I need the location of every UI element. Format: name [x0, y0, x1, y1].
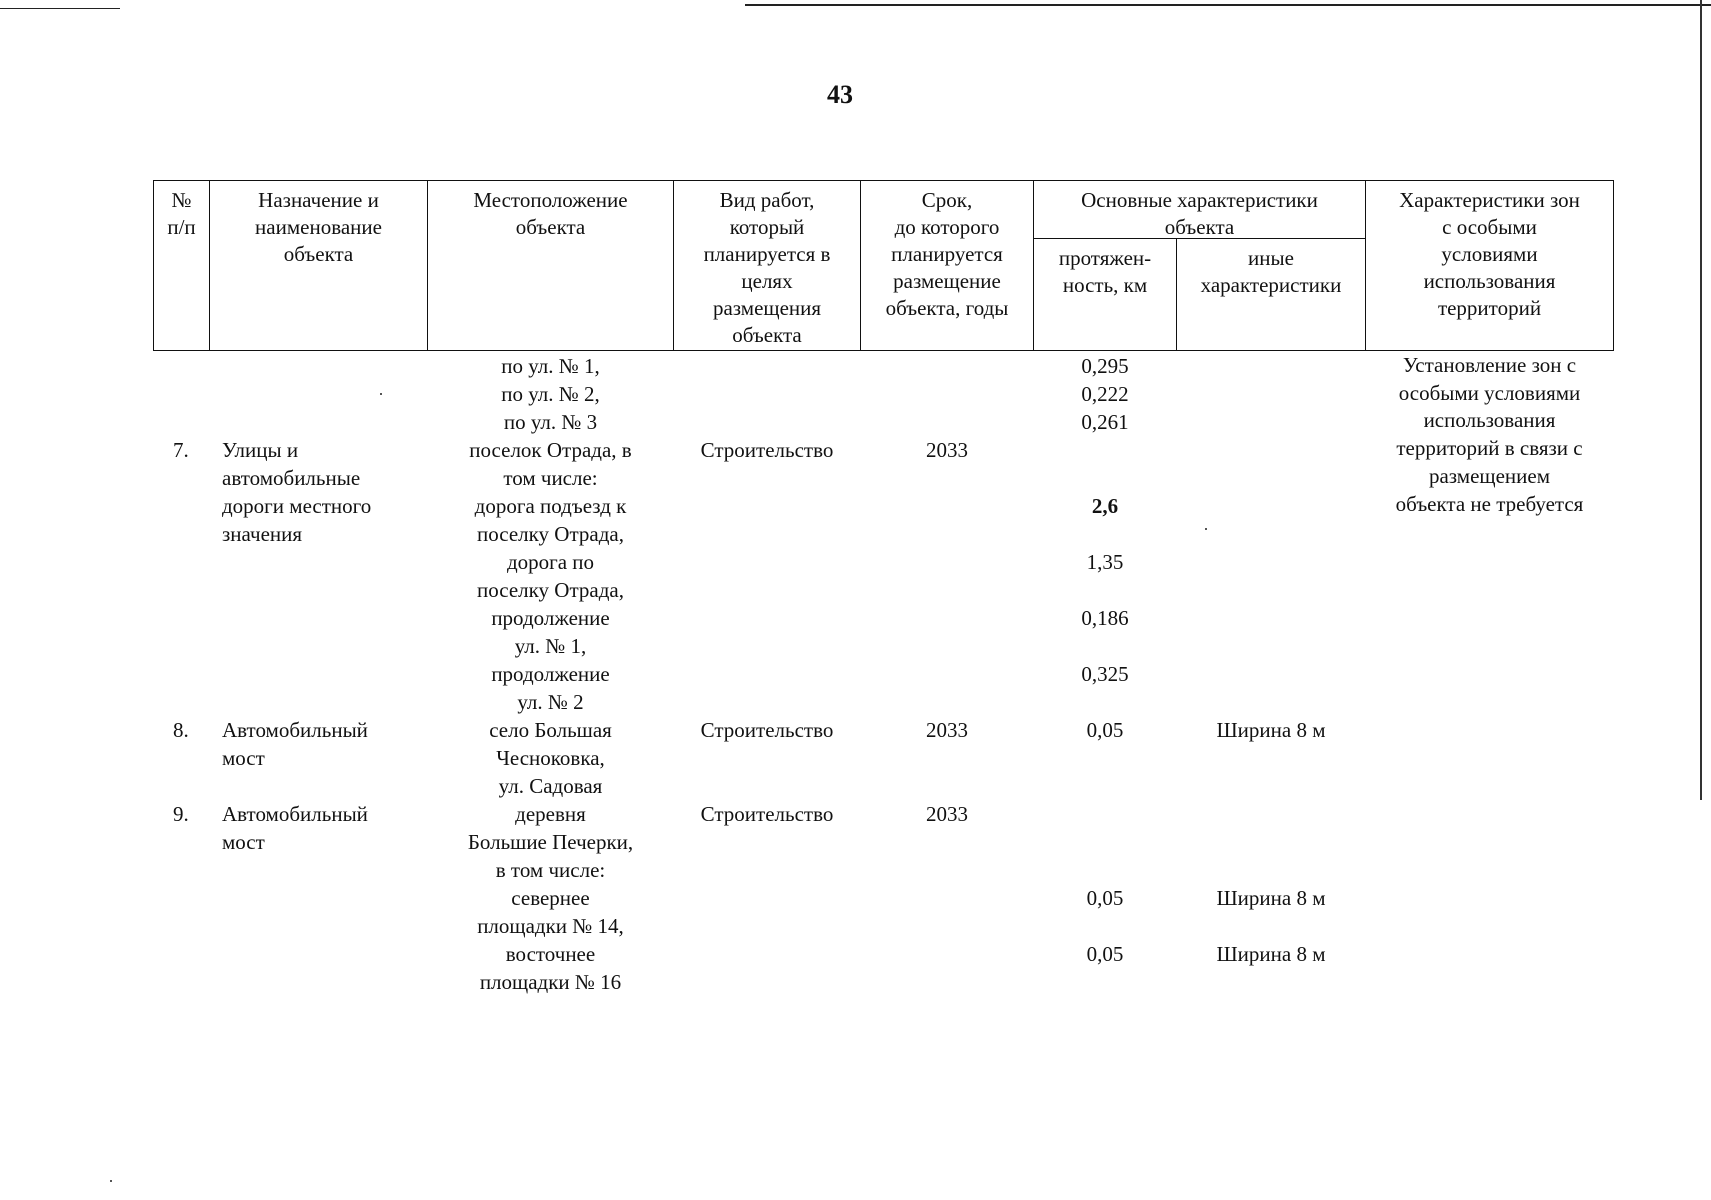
- row7-length-pre-3: 0,261: [1081, 410, 1129, 434]
- row7-term: 2033: [926, 438, 968, 462]
- header-zones: [1365, 180, 1614, 351]
- header-other: [1176, 238, 1366, 351]
- row7-name: Улицы и автомобильные дороги местного значения: [222, 438, 372, 546]
- header-length: [1033, 238, 1177, 351]
- header-num-text: № п/п: [167, 188, 196, 239]
- row7-length-4: 0,325: [1081, 662, 1129, 686]
- row9-other-1: Ширина 8 м: [1216, 886, 1326, 910]
- row8-other: Ширина 8 м: [1216, 718, 1326, 742]
- header-num: [153, 180, 210, 351]
- header-location-text: Местоположение объекта: [473, 188, 628, 239]
- header-name-text: Назначение и наименование объекта: [255, 188, 382, 266]
- header-main-characteristics-text: Основные характеристики объекта: [1081, 188, 1318, 239]
- row9-length-1: 0,05: [1086, 886, 1124, 910]
- scan-artifact-top-right: [745, 4, 1711, 6]
- header-other-text: иные характеристики: [1200, 246, 1342, 297]
- header-location: [427, 180, 674, 351]
- row7-num: 7.: [173, 438, 189, 462]
- row7-length-pre-1: 0,295: [1081, 354, 1129, 378]
- scan-artifact-right-edge: [1700, 0, 1702, 800]
- page-number: 43: [827, 80, 853, 109]
- header-work: [673, 180, 861, 351]
- row9-length-2: 0,05: [1086, 942, 1124, 966]
- row9-other-2: Ширина 8 м: [1216, 942, 1326, 966]
- row7-length-3: 0,186: [1081, 606, 1129, 630]
- scan-artifact-top-left: [0, 8, 120, 9]
- row8-name: Автомобильный мост: [222, 718, 368, 770]
- row7-location: поселок Отрада, в том числе: дорога подъезд к поселку Отрада, дорога по поселку Отрада, продолжение ул. № 1, продолжение ул. № 2: [469, 438, 632, 714]
- row7-location-pre: по ул. № 1, по ул. № 2, по ул. № 3: [501, 354, 600, 434]
- header-term-text: Срок, до которого планируется размещение объекта, годы: [885, 188, 1009, 320]
- header-name: [209, 180, 428, 351]
- header-zones-text: Характеристики зон с особыми условиями использования территорий: [1399, 188, 1580, 320]
- row8-term: 2033: [926, 718, 968, 742]
- row7-length-1: 2,6: [1091, 494, 1119, 518]
- row7-zones: Установление зон с особыми условиями использования территорий в связи с размещением объекта не требуется: [1395, 353, 1584, 516]
- header-main-characteristics: [1033, 180, 1366, 239]
- header-term: [860, 180, 1034, 351]
- row7-length-pre-2: 0,222: [1081, 382, 1129, 406]
- row9-num: 9.: [173, 802, 189, 826]
- row9-location: деревня Большие Печерки, в том числе: севернее площадки № 14, восточнее площадки № 16: [467, 802, 634, 994]
- scan-speck: [1205, 528, 1207, 530]
- row8-length: 0,05: [1086, 718, 1124, 742]
- row8-num: 8.: [173, 718, 189, 742]
- scan-speck: [380, 393, 382, 395]
- row9-work: Строительство: [700, 802, 834, 826]
- row7-work: Строительство: [700, 438, 834, 462]
- row8-location: село Большая Чесноковка, ул. Садовая: [489, 718, 612, 798]
- scan-speck: [110, 1180, 112, 1182]
- row8-work: Строительство: [700, 718, 834, 742]
- header-work-text: Вид работ, который планируется в целях размещения объекта: [703, 188, 831, 347]
- row9-name: Автомобильный мост: [222, 802, 368, 854]
- header-length-text: протяжен- ность, км: [1058, 246, 1152, 297]
- row7-length-2: 1,35: [1086, 550, 1124, 574]
- row9-term: 2033: [926, 802, 968, 826]
